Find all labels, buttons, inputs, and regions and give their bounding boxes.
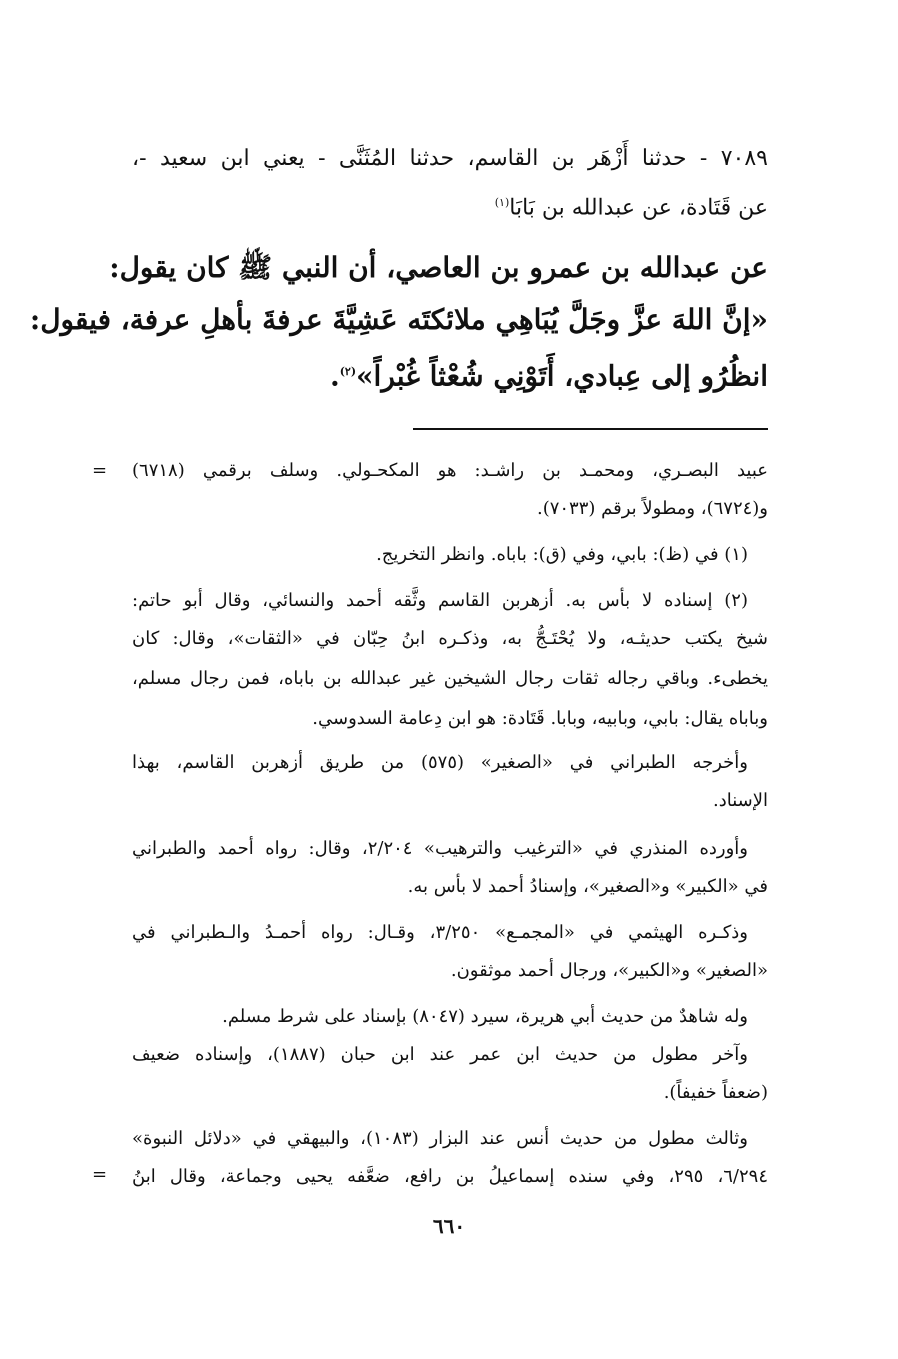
footnote-line: وله شاهدٌ من حديث أبي هريرة، سيرد (٨٠٤٧) بإسناد على شرط مسلم. bbox=[222, 1006, 748, 1027]
footnote-line: في «الكبير» و«الصغير»، وإسنادُ أحمد لا بأس به. bbox=[407, 876, 768, 897]
continuation-mark-top: = bbox=[92, 460, 108, 481]
footnote-line: وأورده المنذري في «الترغيب والترهيب» ٢/٢٠٤، وقال: رواه أحمد والطبراني bbox=[132, 838, 749, 859]
footnote-line: «الصغير» و«الكبير»، ورجال أحمد موثقون. bbox=[450, 960, 768, 981]
footnote-line: وذكـره الهيثمي في «المجمـع» ٣/٢٥٠، وقـال: رواه أحمـدُ والـطبراني في bbox=[132, 922, 748, 943]
footnote-line: وآخر مطول من حديث ابن عمر عند ابن حبان (١٨٨٧)، وإسناده ضعيف bbox=[132, 1044, 748, 1065]
footnote-line: ٦/٢٩٤، ٢٩٥، وفي سنده إسماعيلُ بن رافع، ضعَّفه يحيى وجماعة، وقال ابنُ bbox=[132, 1166, 769, 1187]
footnote-line: يخطىء. وباقي رجاله ثقات رجال الشيخين غير عبدالله بن باباه، فمن رجال مسلم، bbox=[132, 668, 768, 689]
footnote-ref-1: (١) bbox=[494, 196, 510, 209]
footnote-line: عبيد البصـري، ومحمـد بن راشـد: هو المكحـولي. وسلف برقمي (٦٧١٨) bbox=[132, 460, 768, 481]
footnote-line: شيخ يكتب حديثـه، ولا يُحْتَـجُّ به، وذكـره ابنُ حِبّان في «الثقات»، وقال: كان bbox=[132, 628, 768, 649]
footnote-line: وأخرجه الطبراني في «الصغير» (٥٧٥) من طريق أزهربن القاسم، بهذا bbox=[132, 752, 748, 773]
footnote-line: وثالث مطول من حديث أنس عند البزار (١٠٨٣)، والبيهقي في «دلائل النبوة» bbox=[132, 1128, 748, 1149]
matn-line-3: انظُرُو إلى عِبادي، أَتَوْنِي شُعْثاً غُبْراً»$^{(٢)}$. bbox=[329, 359, 768, 393]
footnote-ref-2: (٢) bbox=[339, 365, 357, 378]
footnote-line: وباباه يقال: بابي، وبابيه، وبابا. قَتَادة: هو ابن دِعامة السدوسي. bbox=[312, 708, 768, 729]
footnote-line: (١) في (ظ): بابي، وفي (ق): باباه. وانظر التخريج. bbox=[376, 544, 748, 565]
matn-line-1: عن عبدالله بن عمرو بن العاصي، أن النبي ﷺ كان يقول: bbox=[109, 251, 768, 284]
footnote-line: و(٦٧٢٤)، ومطولاً برقم (٧٠٣٣). bbox=[536, 498, 768, 519]
matn-line-2: «إنَّ اللهَ عزَّ وجَلَّ يُبَاهِي ملائكتَه عَشِيَّةَ عرفةَ بأهلِ عرفة، فيقول: bbox=[29, 303, 768, 336]
continuation-mark-bottom: = bbox=[92, 1164, 108, 1185]
page-number: ٦٦٠ bbox=[432, 1214, 466, 1238]
footnote-line: (ضعفاً خفيفاً). bbox=[663, 1082, 768, 1103]
footnote-line: الإسناد. bbox=[712, 790, 768, 811]
isnad-line-2: عن قَتَادة، عن عبدالله بن بَابَا$^{(١)}$ bbox=[494, 195, 768, 221]
footnote-line: (٢) إسناده لا بأس به. أزهربن القاسم وثَّقه أحمد والنسائي، وقال أبو حاتم: bbox=[132, 590, 748, 611]
footnote-separator bbox=[413, 428, 768, 430]
isnad-line-1: ٧٠٨٩ - حدثنا أَزْهَر بن القاسم، حدثنا المُثَنَّى - يعني ابن سعيد -، bbox=[132, 146, 768, 171]
